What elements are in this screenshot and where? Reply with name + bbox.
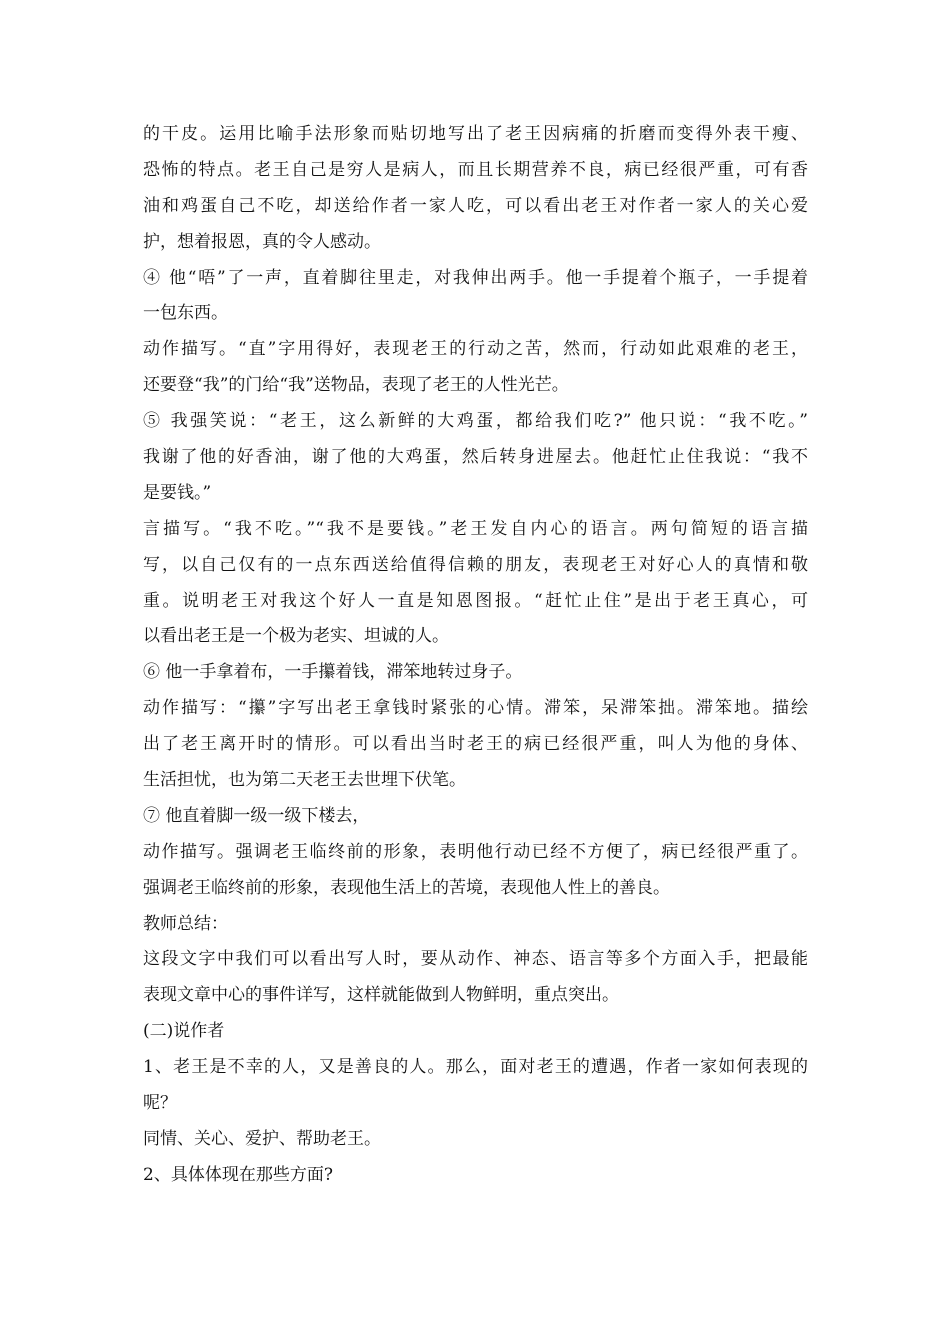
text-line: 油和鸡蛋自己不吃，却送给作者一家人吃，可以看出老王对作者一家人的关心爱 bbox=[143, 195, 808, 216]
text-line: ⑤ 我强笑说：“老王，这么新鲜的大鸡蛋，都给我们吃?” 他只说：“我不吃。” bbox=[143, 411, 808, 432]
text-line: 动作描写：“攥”字写出老王拿钱时紧张的心情。滞笨，呆滞笨拙。滞笨地。描绘 bbox=[143, 698, 808, 719]
text-line: ④ 他“唔”了一声，直着脚往里走，对我伸出两手。他一手提着个瓶子，一手提着 bbox=[143, 267, 808, 288]
text-line: 的干皮。运用比喻手法形象而贴切地写出了老王因病痛的折磨而变得外表干瘦、 bbox=[143, 124, 808, 144]
document-body bbox=[143, 117, 808, 1194]
text-line: 以看出老王是一个极为老实、坦诚的人。 bbox=[143, 626, 449, 647]
text-line: 我谢了他的好香油，谢了他的大鸡蛋，然后转身进屋去。他赶忙止住我说：“我不 bbox=[143, 447, 808, 468]
text-line: 重。说明老王对我这个好人一直是知恩图报。“赶忙止住”是出于老王真心，可 bbox=[143, 590, 808, 611]
text-line: 一包东西。 bbox=[143, 303, 228, 324]
text-line: 护，想着报恩，真的令人感动。 bbox=[143, 231, 381, 252]
text-line: 动作描写。强调老王临终前的形象，表明他行动已经不方便了，病已经很严重了。 bbox=[143, 841, 808, 862]
text-line: 生活担忧，也为第二天老王去世埋下伏笔。 bbox=[143, 770, 466, 791]
text-line: 是要钱。” bbox=[143, 482, 212, 503]
text-line: 还要登“我”的门给“我”送物品，表现了老王的人性光芒。 bbox=[143, 375, 569, 396]
text-line: 动作描写。“直”字用得好，表现老王的行动之苦，然而，行动如此艰难的老王， bbox=[143, 339, 808, 360]
text-line: 呢？ bbox=[143, 1093, 177, 1114]
text-line: ⑥ 他一手拿着布，一手攥着钱，滞笨地转过身子。 bbox=[143, 662, 523, 683]
text-line: 2、具体体现在那些方面? bbox=[143, 1164, 333, 1185]
text-line: 同情、关心、爱护、帮助老王。 bbox=[143, 1128, 381, 1149]
text-line: (二)说作者 bbox=[143, 1021, 225, 1042]
text-line: 恐怖的特点。老王自己是穷人是病人，而且长期营养不良，病已经很严重，可有香 bbox=[143, 159, 808, 180]
text-line: ⑦ 他直着脚一级一级下楼去， bbox=[143, 805, 370, 826]
text-line: 言描写。“我不吃。”“我不是要钱。”老王发自内心的语言。两句简短的语言描 bbox=[143, 518, 808, 539]
text-line: 教师总结： bbox=[143, 913, 228, 934]
text-line: 表现文章中心的事件详写，这样就能做到人物鲜明，重点突出。 bbox=[143, 985, 619, 1006]
text-line: 出了老王离开时的情形。可以看出当时老王的病已经很严重，叫人为他的身体、 bbox=[143, 734, 808, 755]
text-line: 强调老王临终前的形象，表现他生活上的苦境，表现他人性上的善良。 bbox=[143, 877, 670, 898]
text-line: 这段文字中我们可以看出写人时，要从动作、神态、语言等多个方面入手，把最能 bbox=[143, 949, 808, 970]
text-line: 1、老王是不幸的人，又是善良的人。那么，面对老王的遭遇，作者一家如何表现的 bbox=[143, 1057, 808, 1078]
text-line: 写，以自己仅有的一点东西送给值得信赖的朋友，表现老王对好心人的真情和敬 bbox=[143, 554, 808, 575]
